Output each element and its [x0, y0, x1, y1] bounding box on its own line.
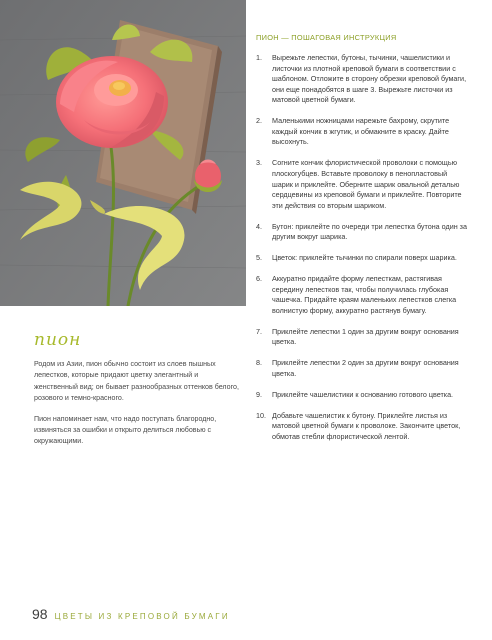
step-number: 7. — [256, 326, 262, 336]
step-item — [256, 116, 468, 148]
intro-title: пион — [34, 330, 82, 350]
intro-paragraph-2: Пион напоминает нам, что надо поступать благородно, извиняться за ошибки и открыто делиться любовью с окружающими. — [34, 414, 217, 446]
step-number: 4. — [256, 221, 262, 231]
steps-list — [256, 53, 468, 442]
step-text: Вырежьте лепестки, бутоны, тычинки, чашелистики и листочки из плотной креповой бумаги в соответствии с шаблоном. Отложите в сторону обрезки креповой бумаги, они еще понадобятся в шаге 3. Вырежьте листочки из матовой цветной бумаги. — [272, 53, 467, 105]
intro-paragraph-1: Родом из Азии, пион обычно состоит из слоев пышных лепестков, которые придают цветку элегантный и женственный вид; он бывает разнообразных оттенков белого, розового и темно-красного. — [34, 360, 239, 403]
step-number: 10. — [256, 410, 266, 420]
step-number: 8. — [256, 358, 262, 368]
step-item — [256, 358, 468, 379]
step-text: Цветок: приклейте тычинки по спирали поверх шарика. — [272, 253, 457, 263]
step-text: Добавьте чашелистик к бутону. Приклейте листья из матовой цветной бумаги к проволоке. Закончите цветок, обмотав стебли флористической лентой. — [272, 410, 461, 441]
peony-flower — [56, 56, 168, 148]
page-number: 98 — [32, 606, 48, 622]
step-text: Аккуратно придайте форму лепесткам, растягивая середину лепестков так, чтобы получилась глубокая чашечка. Придайте краям маленьких лепестков слегка волнистую форму, аккуратно растянув бумагу. — [272, 273, 457, 315]
step-item — [256, 53, 468, 106]
step-text: Приклейте чашелистики к основанию готового цветка. — [272, 389, 454, 399]
step-item — [256, 158, 468, 211]
step-number: 3. — [256, 158, 262, 168]
step-item — [256, 411, 468, 443]
step-number: 6. — [256, 273, 262, 283]
step-item — [256, 327, 468, 348]
step-number: 2. — [256, 116, 262, 126]
peony-photo — [0, 0, 246, 306]
step-text: Приклейте лепестки 1 один за другим вокруг основания цветка. — [272, 326, 459, 347]
step-text: Бутон: приклейте по очереди три лепестка бутона один за другим вокруг шарика. — [272, 221, 467, 242]
page-footer — [32, 606, 230, 622]
step-text: Согните кончик флористической проволоки с помощью плоскогубцев. Вставьте проволоку в пенопластовый шарик и приклейте. Оберните шарик овальной деталью сердцевины из креповой бумаги и приклейте. Повторите эти действия со вторым шариком. — [272, 158, 462, 210]
step-item — [256, 222, 468, 243]
peony-illustration — [0, 0, 246, 306]
step-item — [256, 253, 468, 264]
step-text: Приклейте лепестки 2 один за другим вокруг основания цветка. — [272, 358, 459, 378]
step-text: Маленькими ножницами нарежьте бахрому, скрутите каждый кончик в жгутик, и обмакните в краску. Дайте высохнуть. — [272, 116, 450, 147]
instructions-title: ПИОН — ПОШАГОВАЯ ИНСТРУКЦИЯ — [256, 33, 397, 42]
step-number: 9. — [256, 389, 262, 399]
intro-column — [34, 322, 239, 457]
step-number: 1. — [256, 53, 262, 62]
step-item — [256, 390, 468, 401]
book-title: ЦВЕТЫ ИЗ КРЕПОВОЙ БУМАГИ — [54, 612, 230, 621]
step-number: 5. — [256, 253, 262, 263]
instructions-column — [256, 33, 468, 453]
step-item — [256, 274, 468, 316]
